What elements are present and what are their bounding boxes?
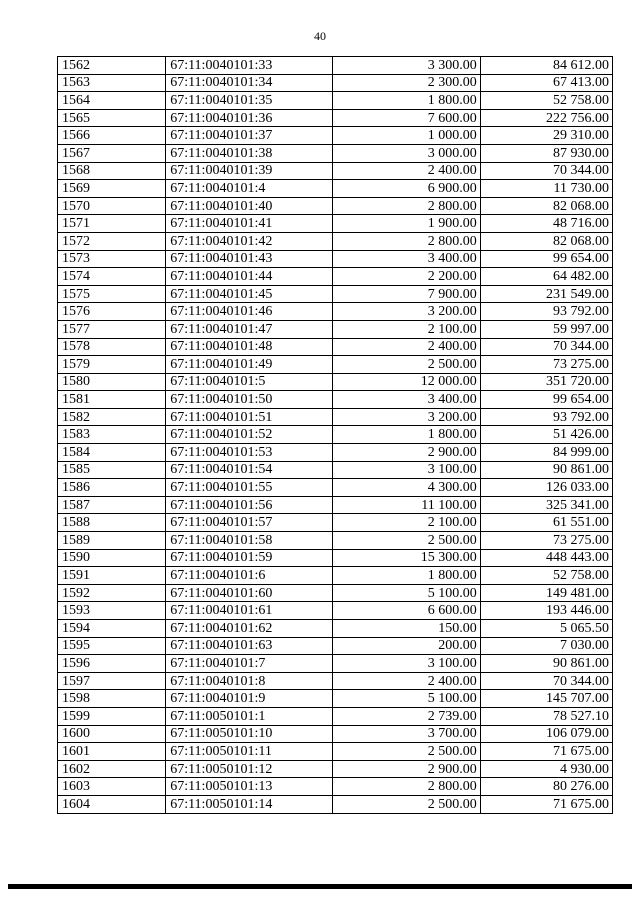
cadastral-number-cell: 67:11:0040101:45 [166,285,333,303]
cadastral-number-cell: 67:11:0040101:38 [166,144,333,162]
area-cell: 2 300.00 [333,74,480,92]
row-number-cell: 1586 [58,479,166,497]
table-row [58,408,613,426]
value-cell: 52 758.00 [480,92,612,110]
table-row [58,162,613,180]
table-row [58,778,613,796]
table-row [58,461,613,479]
row-number-cell: 1594 [58,620,166,638]
cadastral-number-cell: 67:11:0040101:37 [166,127,333,145]
value-cell: 29 310.00 [480,127,612,145]
value-cell: 126 033.00 [480,479,612,497]
row-number-cell: 1575 [58,285,166,303]
area-cell: 2 200.00 [333,268,480,286]
table-row [58,479,613,497]
table-row [58,268,613,286]
cadastral-number-cell: 67:11:0040101:56 [166,496,333,514]
value-cell: 78 527.10 [480,707,612,725]
cadastral-number-cell: 67:11:0040101:47 [166,320,333,338]
cadastral-number-cell: 67:11:0040101:6 [166,567,333,585]
cadastral-number-cell: 67:11:0050101:12 [166,760,333,778]
area-cell: 3 200.00 [333,408,480,426]
cadastral-number-cell: 67:11:0040101:35 [166,92,333,110]
row-number-cell: 1568 [58,162,166,180]
row-number-cell: 1597 [58,672,166,690]
row-number-cell: 1588 [58,514,166,532]
area-cell: 1 800.00 [333,426,480,444]
table-row [58,760,613,778]
table-row [58,620,613,638]
cadastral-table [57,56,613,814]
table-row [58,197,613,215]
cadastral-number-cell: 67:11:0040101:5 [166,373,333,391]
area-cell: 15 300.00 [333,549,480,567]
area-cell: 2 500.00 [333,356,480,374]
value-cell: 7 030.00 [480,637,612,655]
value-cell: 90 861.00 [480,655,612,673]
table-row [58,690,613,708]
area-cell: 2 800.00 [333,778,480,796]
table-row [58,215,613,233]
area-cell: 12 000.00 [333,373,480,391]
row-number-cell: 1564 [58,92,166,110]
row-number-cell: 1601 [58,743,166,761]
table-row [58,127,613,145]
row-number-cell: 1574 [58,268,166,286]
cadastral-number-cell: 67:11:0040101:7 [166,655,333,673]
area-cell: 7 600.00 [333,109,480,127]
cadastral-number-cell: 67:11:0040101:52 [166,426,333,444]
cadastral-number-cell: 67:11:0040101:51 [166,408,333,426]
table-row [58,285,613,303]
value-cell: 70 344.00 [480,672,612,690]
row-number-cell: 1599 [58,707,166,725]
area-cell: 7 900.00 [333,285,480,303]
area-cell: 2 400.00 [333,162,480,180]
table-row [58,250,613,268]
area-cell: 11 100.00 [333,496,480,514]
value-cell: 90 861.00 [480,461,612,479]
cadastral-number-cell: 67:11:0040101:40 [166,197,333,215]
row-number-cell: 1571 [58,215,166,233]
row-number-cell: 1583 [58,426,166,444]
cadastral-number-cell: 67:11:0040101:53 [166,444,333,462]
row-number-cell: 1573 [58,250,166,268]
area-cell: 1 800.00 [333,92,480,110]
row-number-cell: 1577 [58,320,166,338]
area-cell: 2 800.00 [333,197,480,215]
cadastral-number-cell: 67:11:0040101:43 [166,250,333,268]
cadastral-number-cell: 67:11:0050101:10 [166,725,333,743]
area-cell: 2 900.00 [333,760,480,778]
value-cell: 84 999.00 [480,444,612,462]
cadastral-number-cell: 67:11:0040101:58 [166,532,333,550]
value-cell: 82 068.00 [480,197,612,215]
table-row [58,743,613,761]
value-cell: 61 551.00 [480,514,612,532]
value-cell: 48 716.00 [480,215,612,233]
row-number-cell: 1598 [58,690,166,708]
cadastral-number-cell: 67:11:0040101:39 [166,162,333,180]
area-cell: 5 100.00 [333,584,480,602]
table-row [58,180,613,198]
value-cell: 231 549.00 [480,285,612,303]
cadastral-number-cell: 67:11:0040101:62 [166,620,333,638]
cadastral-number-cell: 67:11:0040101:63 [166,637,333,655]
cadastral-number-cell: 67:11:0040101:49 [166,356,333,374]
table-row [58,144,613,162]
value-cell: 325 341.00 [480,496,612,514]
value-cell: 64 482.00 [480,268,612,286]
cadastral-number-cell: 67:11:0050101:13 [166,778,333,796]
row-number-cell: 1566 [58,127,166,145]
area-cell: 2 400.00 [333,338,480,356]
area-cell: 1 800.00 [333,567,480,585]
table-row [58,391,613,409]
table-row [58,57,613,75]
row-number-cell: 1600 [58,725,166,743]
cadastral-number-cell: 67:11:0050101:1 [166,707,333,725]
cadastral-number-cell: 67:11:0040101:50 [166,391,333,409]
cadastral-number-cell: 67:11:0050101:14 [166,795,333,813]
table-row [58,109,613,127]
value-cell: 99 654.00 [480,250,612,268]
cadastral-number-cell: 67:11:0040101:60 [166,584,333,602]
row-number-cell: 1579 [58,356,166,374]
area-cell: 6 900.00 [333,180,480,198]
table-row [58,496,613,514]
value-cell: 71 675.00 [480,795,612,813]
area-cell: 2 100.00 [333,320,480,338]
value-cell: 70 344.00 [480,338,612,356]
cadastral-number-cell: 67:11:0040101:34 [166,74,333,92]
row-number-cell: 1585 [58,461,166,479]
area-cell: 150.00 [333,620,480,638]
value-cell: 351 720.00 [480,373,612,391]
value-cell: 82 068.00 [480,232,612,250]
row-number-cell: 1578 [58,338,166,356]
value-cell: 145 707.00 [480,690,612,708]
area-cell: 6 600.00 [333,602,480,620]
row-number-cell: 1592 [58,584,166,602]
table-row [58,707,613,725]
table-row [58,303,613,321]
area-cell: 2 400.00 [333,672,480,690]
area-cell: 2 500.00 [333,532,480,550]
value-cell: 93 792.00 [480,303,612,321]
table-row [58,655,613,673]
table-row [58,74,613,92]
table-row [58,637,613,655]
area-cell: 1 900.00 [333,215,480,233]
value-cell: 99 654.00 [480,391,612,409]
value-cell: 4 930.00 [480,760,612,778]
area-cell: 3 700.00 [333,725,480,743]
row-number-cell: 1562 [58,57,166,75]
value-cell: 84 612.00 [480,57,612,75]
table-row [58,532,613,550]
table-row [58,356,613,374]
area-cell: 2 100.00 [333,514,480,532]
table-row [58,320,613,338]
cadastral-number-cell: 67:11:0040101:57 [166,514,333,532]
value-cell: 11 730.00 [480,180,612,198]
area-cell: 4 300.00 [333,479,480,497]
cadastral-number-cell: 67:11:0040101:59 [166,549,333,567]
table-row [58,725,613,743]
row-number-cell: 1576 [58,303,166,321]
row-number-cell: 1582 [58,408,166,426]
row-number-cell: 1580 [58,373,166,391]
value-cell: 93 792.00 [480,408,612,426]
value-cell: 80 276.00 [480,778,612,796]
value-cell: 193 446.00 [480,602,612,620]
table-row [58,549,613,567]
cadastral-number-cell: 67:11:0040101:46 [166,303,333,321]
area-cell: 3 300.00 [333,57,480,75]
footer-rule [8,884,632,889]
value-cell: 87 930.00 [480,144,612,162]
area-cell: 2 500.00 [333,795,480,813]
table-body [58,57,613,814]
value-cell: 5 065.50 [480,620,612,638]
cadastral-number-cell: 67:11:0040101:36 [166,109,333,127]
value-cell: 106 079.00 [480,725,612,743]
row-number-cell: 1604 [58,795,166,813]
value-cell: 70 344.00 [480,162,612,180]
cadastral-number-cell: 67:11:0040101:61 [166,602,333,620]
table-row [58,514,613,532]
cadastral-number-cell: 67:11:0040101:42 [166,232,333,250]
cadastral-number-cell: 67:11:0040101:33 [166,57,333,75]
area-cell: 2 800.00 [333,232,480,250]
area-cell: 200.00 [333,637,480,655]
table-row [58,602,613,620]
value-cell: 67 413.00 [480,74,612,92]
area-cell: 3 400.00 [333,250,480,268]
area-cell: 2 500.00 [333,743,480,761]
table-row [58,795,613,813]
row-number-cell: 1581 [58,391,166,409]
table-row [58,338,613,356]
table-row [58,232,613,250]
value-cell: 73 275.00 [480,356,612,374]
area-cell: 3 100.00 [333,655,480,673]
table-row [58,426,613,444]
cadastral-number-cell: 67:11:0040101:55 [166,479,333,497]
row-number-cell: 1591 [58,567,166,585]
value-cell: 73 275.00 [480,532,612,550]
value-cell: 52 758.00 [480,567,612,585]
value-cell: 51 426.00 [480,426,612,444]
area-cell: 2 739.00 [333,707,480,725]
table-row [58,92,613,110]
row-number-cell: 1570 [58,197,166,215]
value-cell: 71 675.00 [480,743,612,761]
value-cell: 448 443.00 [480,549,612,567]
area-cell: 5 100.00 [333,690,480,708]
value-cell: 149 481.00 [480,584,612,602]
row-number-cell: 1565 [58,109,166,127]
row-number-cell: 1602 [58,760,166,778]
value-cell: 222 756.00 [480,109,612,127]
cadastral-number-cell: 67:11:0040101:54 [166,461,333,479]
cadastral-number-cell: 67:11:0040101:41 [166,215,333,233]
row-number-cell: 1590 [58,549,166,567]
cadastral-number-cell: 67:11:0050101:11 [166,743,333,761]
row-number-cell: 1569 [58,180,166,198]
cadastral-number-cell: 67:11:0040101:48 [166,338,333,356]
row-number-cell: 1589 [58,532,166,550]
cadastral-number-cell: 67:11:0040101:8 [166,672,333,690]
area-cell: 3 200.00 [333,303,480,321]
table-row [58,444,613,462]
area-cell: 3 400.00 [333,391,480,409]
row-number-cell: 1587 [58,496,166,514]
row-number-cell: 1596 [58,655,166,673]
row-number-cell: 1567 [58,144,166,162]
area-cell: 3 100.00 [333,461,480,479]
row-number-cell: 1584 [58,444,166,462]
row-number-cell: 1593 [58,602,166,620]
table-row [58,373,613,391]
table-row [58,672,613,690]
row-number-cell: 1595 [58,637,166,655]
cadastral-number-cell: 67:11:0040101:9 [166,690,333,708]
cadastral-number-cell: 67:11:0040101:4 [166,180,333,198]
page-number: 40 [314,29,326,43]
cadastral-table-container [57,56,613,814]
value-cell: 59 997.00 [480,320,612,338]
row-number-cell: 1603 [58,778,166,796]
table-row [58,567,613,585]
cadastral-number-cell: 67:11:0040101:44 [166,268,333,286]
row-number-cell: 1572 [58,232,166,250]
row-number-cell: 1563 [58,74,166,92]
area-cell: 1 000.00 [333,127,480,145]
area-cell: 3 000.00 [333,144,480,162]
table-row [58,584,613,602]
area-cell: 2 900.00 [333,444,480,462]
